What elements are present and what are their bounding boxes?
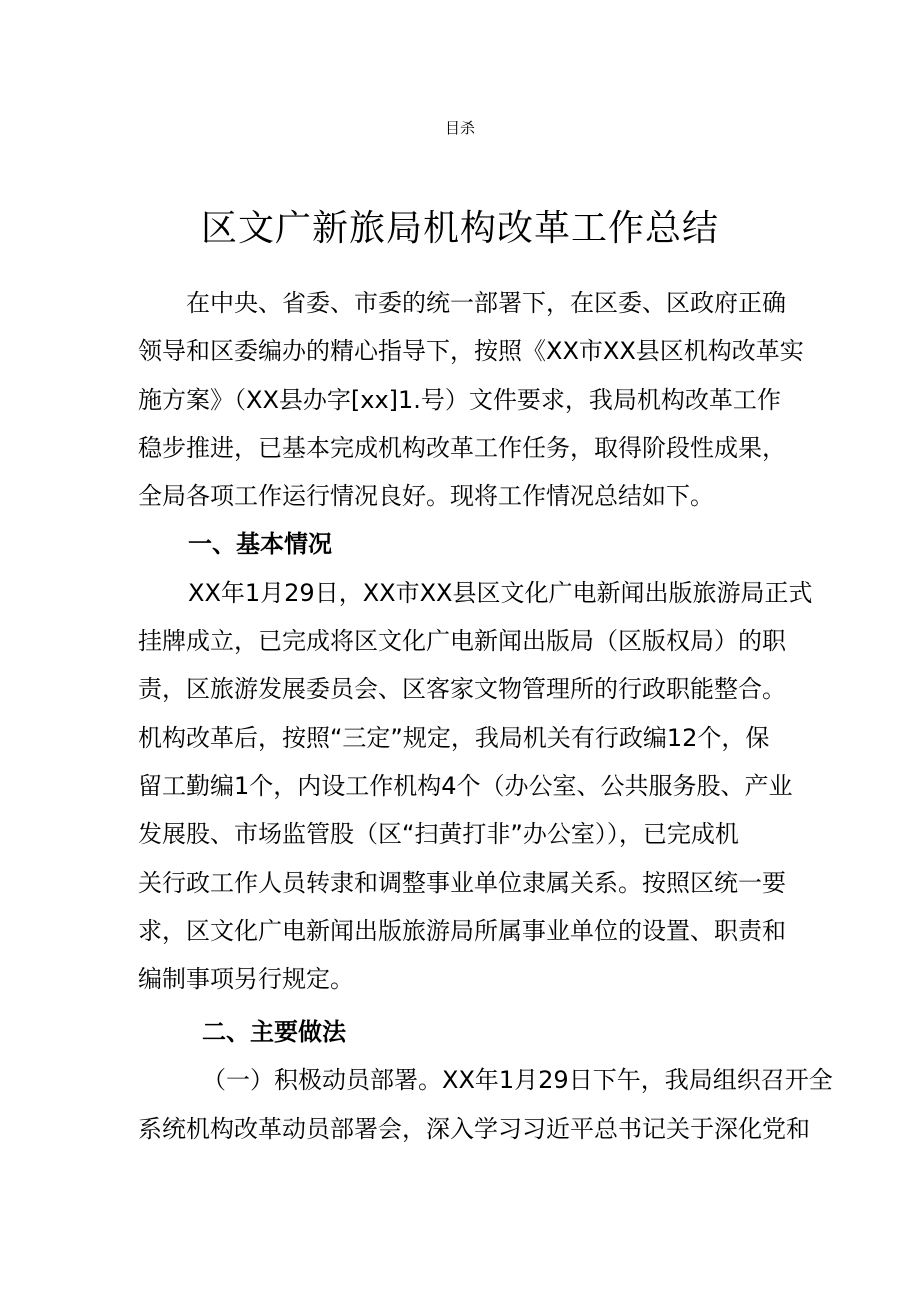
page-header: 目杀 [444, 119, 475, 137]
paragraph-line: 施方案》（XX县办字[xx]1.号）文件要求，我局机构改革工作 [138, 385, 781, 414]
paragraph-line: （一）积极动员部署。XX年1月29日下午，我局组织召开全 [202, 1066, 833, 1095]
paragraph-line: 编制事项另行规定。 [138, 965, 354, 994]
paragraph-line: 留工勤编1个，内设工作机构4个（办公室、公共服务股、产业 [138, 771, 793, 800]
paragraph-line: 领导和区委编办的精心指导下，按照《XX市XX县区机构改革实 [138, 337, 804, 366]
paragraph-line: 关行政工作人员转隶和调整事业单位隶属关系。按照区统一要 [138, 868, 786, 897]
paragraph-line: XX年1月29日，XX市XX县区文化广电新闻出版旅游局正式 [188, 578, 813, 607]
paragraph-line: 求，区文化广电新闻出版旅游局所属事业单位的设置、职责和 [138, 916, 786, 945]
paragraph-line: 发展股、市场监管股（区“扫黄打非”办公室）），已完成机 [138, 820, 739, 849]
body-block-1 [138, 279, 813, 1003]
body-block-2 [138, 1008, 833, 1153]
paragraph-line: 在中央、省委、市委的统一部署下，在区委、区政府正确 [186, 289, 786, 317]
section-heading: 二、主要做法 [202, 1018, 346, 1046]
document-title: 区文广新旅局机构改革工作总结 [200, 208, 719, 249]
paragraph-line: 责，区旅游发展委员会、区客家文物管理所的行政职能整合。 [138, 675, 786, 704]
paragraph-line: 挂牌成立，已完成将区文化广电新闻出版局（区版权局）的职 [138, 627, 786, 656]
paragraph-line: 机构改革后，按照“三定”规定，我局机关有行政编12个，保 [138, 723, 770, 752]
paragraph-line: 系统机构改革动员部署会，深入学习习近平总书记关于深化党和 [138, 1114, 810, 1143]
paragraph-line: 稳步推进，已基本完成机构改革工作任务，取得阶段性成果， [138, 433, 786, 462]
section-heading: 一、基本情况 [188, 530, 332, 559]
paragraph-line: 全局各项工作运行情况良好。现将工作情况总结如下。 [138, 482, 714, 511]
